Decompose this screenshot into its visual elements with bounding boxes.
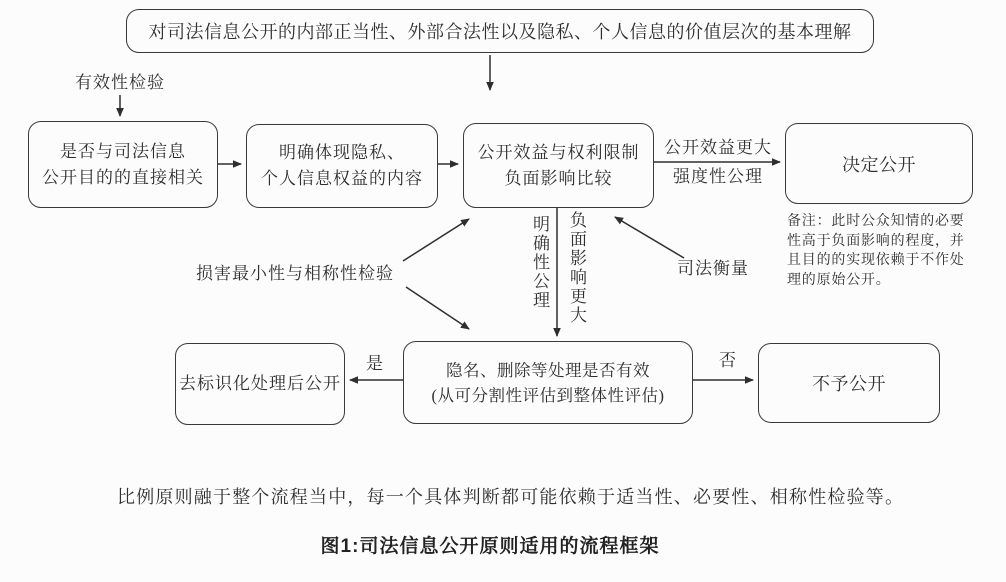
arrow-harm-to-comparison — [403, 219, 469, 261]
label-yes: 是 — [366, 354, 384, 373]
node-no-disclosure — [758, 343, 940, 423]
node-decide-disclose — [785, 123, 973, 204]
arrow-judicial-to-comparison — [615, 217, 684, 258]
node-decide-text: 决定公开 — [842, 154, 916, 175]
label-judicial-weighing: 司法衡量 — [677, 259, 749, 278]
label-negative-impact-greater: 负面影响更大 — [567, 211, 586, 325]
label-benefit-greater: 公开效益更大 — [664, 138, 772, 157]
node-relevance-line1: 是否与司法信息 — [60, 141, 186, 161]
node-deidentify-text: 去标识化处理后公开 — [179, 374, 341, 393]
node-privacy-line1: 明确体现隐私、 — [279, 143, 405, 162]
label-validity-test: 有效性检验 — [75, 73, 165, 92]
arrow-harm-to-effectiveness — [406, 287, 469, 329]
node-effectiveness-line1: 隐名、删除等处理是否有效 — [446, 360, 650, 380]
node-comparison-line1: 公开效益与权利限制 — [477, 142, 640, 162]
node-relevance — [28, 121, 218, 208]
figure-caption: 图1:司法信息公开原则适用的流程框架 — [320, 536, 660, 557]
footer-principle-text: 比例原则融于整个流程当中，每一个具体判断都可能依赖于适当性、必要性、相称性检验等。 — [117, 487, 905, 507]
node-benefit-comparison — [463, 123, 654, 208]
node-deidentify-disclose — [175, 343, 345, 425]
node-effectiveness-line2: (从可分割性评估到整体性评估) — [431, 385, 665, 405]
node-privacy-line2: 个人信息权益的内容 — [261, 169, 423, 188]
note-remark: 备注：此时公众知情的必要性高于负面影响的程度，并且目的的实现依赖于不作处理的原始公开。 — [787, 214, 965, 288]
node-nodisclosure-text: 不予公开 — [812, 374, 886, 394]
label-no: 否 — [719, 351, 737, 370]
node-privacy-content — [246, 124, 438, 208]
node-comparison-line2: 负面影响比较 — [504, 168, 613, 188]
node-effectiveness-check — [403, 341, 693, 424]
label-strength-axiom: 强度性公理 — [673, 167, 763, 186]
node-understanding — [126, 9, 874, 53]
label-clarity-axiom: 明确性公理 — [530, 215, 549, 310]
label-harm-minimization: 损害最小性与相称性检验 — [196, 264, 394, 283]
node-understanding-text: 对司法信息公开的内部正当性、外部合法性以及隐私、个人信息的价值层次的基本理解 — [148, 22, 852, 42]
node-relevance-line2: 公开目的的直接相关 — [42, 167, 204, 187]
